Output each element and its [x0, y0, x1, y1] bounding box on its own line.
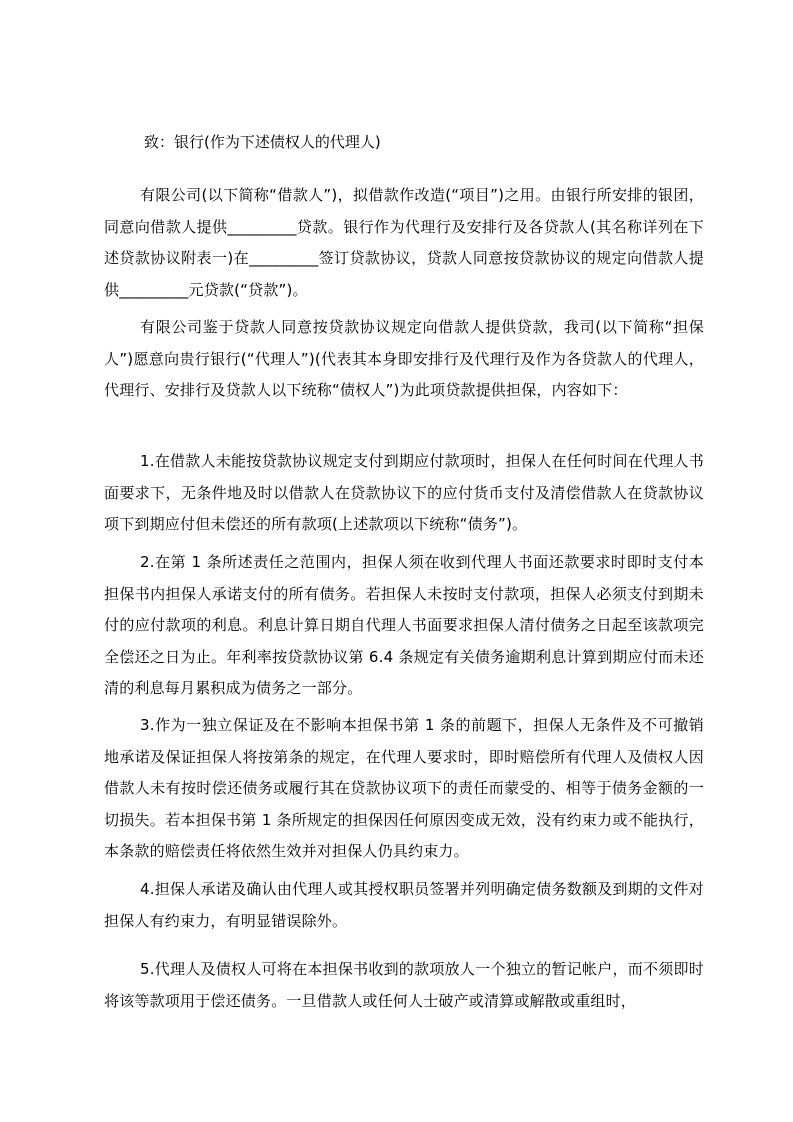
paragraph-intro-loan: 有限公司(以下简称“借款人”)，拟借款作改造(“项目”)之用。由银行所安排的银团，同意向借款人提供_________贷款。银行作为代理行及安排行及各贷款人(其名称详列在下述贷款协议附表一)在_________签订贷款协议，贷款人同意按贷款协议的规定向借款人提供_________元贷款(“贷款”)。 — [104, 186, 704, 299]
clause-4: 4.担保人承诺及确认由代理人或其授权职员签署并列明确定债务数额及到期的文件对担保人有约束力，有明显错误除外。 — [104, 880, 704, 930]
clause-3: 3.作为一独立保证及在不影响本担保书第 1 条的前题下，担保人无条件及不可撤销地承诺及保证担保人将按第条的规定，在代理人要求时，即时赔偿所有代理人及债权人因借款人未有按时偿还债务或履行其在贷款协议项下的责任而蒙受的、相等于债务金额的一切损失。若本担保书第 1 条所规定的担保因任何原因变成无效，没有约束力或不能执行，本条款的赔偿责任将依然生效并对担保人仍具约束力。 — [104, 716, 704, 860]
paragraph-guarantor-intro: 有限公司鉴于贷款人同意按贷款协议规定向借款人提供贷款，我司(以下简称“担保人”)愿意向贵行银行(“代理人”)(代表其本身即安排行及代理行及作为各贷款人的代理人，代理行、安排行及贷款人以下统称“债权人”)为此项贷款提供担保，内容如下： — [104, 318, 704, 399]
clause-2: 2.在第 1 条所述责任之范围内，担保人须在收到代理人书面还款要求时即时支付本担保书内担保人承诺支付的所有债务。若担保人未按时支付款项，担保人必须支付到期未付的应付款项的利息。利息计算日期自代理人书面要求担保人清付债务之日起至该款项完全偿还之日为止。年利率按贷款协议第 6.4 条规定有关债务逾期利息计算到期应付而未还清的利息每月累积成为债务之一部分。 — [104, 553, 704, 697]
clause-1: 1.在借款人未能按贷款协议规定支付到期应付款项时，担保人在任何时间在代理人书面要求下，无条件地及时以借款人在贷款协议下的应付货币支付及清偿借款人在贷款协议项下到期应付但未偿还的所有款项(上述款项以下统称“债务”)。 — [104, 452, 704, 533]
clause-5: 5.代理人及债权人可将在本担保书收到的款项放人一个独立的暂记帐户，而不须即时将该等款项用于偿还债务。一旦借款人或任何人士破产或清算或解散或重组时， — [104, 960, 704, 1010]
salutation-line: 致：银行(作为下述债权人的代理人) — [144, 133, 381, 151]
